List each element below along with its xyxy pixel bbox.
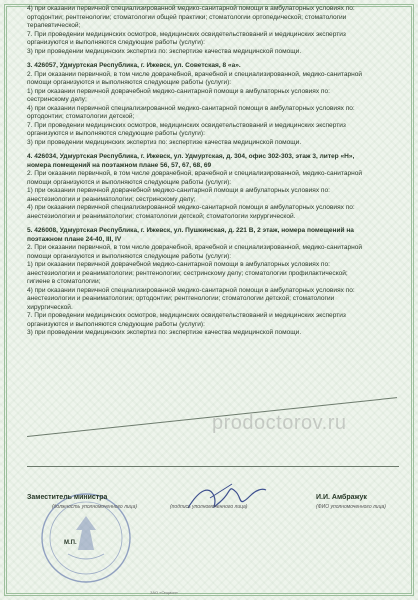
address-heading-cont: поэтажном плане 24-40, III, IV <box>27 235 122 243</box>
text-line: терапевтической; <box>27 22 81 29</box>
text-line: 4) при оказании первичной специализированной медико-санитарной помощи в амбулаторных условиях по: <box>27 286 355 294</box>
signatory-position: Заместитель министра <box>27 494 108 501</box>
text-line: помощи организуются и выполняются следующие работы (услуги): <box>27 178 232 186</box>
stamp-place-label: М.П. <box>64 540 77 546</box>
printer-footer: ЗАО «Опцион» <box>150 590 178 595</box>
text-line: организуются и выполняются следующие работы (услуги): <box>27 39 205 46</box>
text-line: 3) при проведении медицинских экспертиз по: экспертизе качества медицинской помощи. <box>27 47 302 55</box>
text-line: 7. При проведении медицинских осмотров, медицинских освидетельствований и медицинских экспертиз <box>27 312 346 319</box>
text-line: помощи организуются и выполняются следующие работы (услуги): <box>27 252 232 260</box>
signature-icon <box>180 478 270 518</box>
watermark: prodoctorov.ru <box>212 412 347 434</box>
address-heading: 3. 426057, Удмуртская Республика, г. Ижевск, ул. Советская, 8 «а». <box>27 62 241 69</box>
text-line: организуются и выполняются следующие работы (услуги): <box>27 130 205 137</box>
text-line: организуются и выполняются следующие работы (услуги): <box>27 320 205 328</box>
text-line: 2. При оказании первичной, в том числе доврачебной, врачебной и специализированной, медико-санитарной <box>27 170 363 177</box>
signatory-name: И.И. Амбражук <box>316 494 367 501</box>
blank-strike-line-2 <box>27 466 399 467</box>
text-line: анестезиологии и реаниматологии; сестринскому делу; <box>27 195 196 203</box>
text-line: 7. При проведении медицинских осмотров, медицинских освидетельствований и медицинских экспертиз <box>27 30 346 38</box>
text-line: 4) при оказании первичной специализированной медико-санитарной помощи в амбулаторных условиях по: <box>27 104 355 112</box>
section-address-4 <box>27 153 401 221</box>
text-line: 2. При оказании первичной, в том числе доврачебной, врачебной и специализированной, медико-санитарной <box>27 70 363 78</box>
text-line: 4) при оказании первичной специализированной медико-санитарной помощи в амбулаторных условиях по: <box>27 5 355 12</box>
license-text <box>27 5 401 344</box>
signature-caption: (подпись уполномоченного лица) <box>170 504 248 510</box>
text-line: 7. При проведении медицинских осмотров, медицинских освидетельствований и медицинских экспертиз <box>27 121 346 129</box>
address-heading: 5. 426008, Удмуртская Республика, г. Ижевск, ул. Пушкинская, д. 221 В, 2 этаж, номера помещений на <box>27 227 354 234</box>
position-caption: (должность уполномоченного лица) <box>52 504 138 510</box>
text-line: хирургической. <box>27 303 73 311</box>
text-line: сестринскому делу; <box>27 96 87 103</box>
section-1 <box>27 5 401 56</box>
section-address-5 <box>27 227 401 338</box>
text-line: анестезиологии и реаниматологии; ортодонтии; рентгенологии; стоматологии детской; стоматологии <box>27 295 335 302</box>
text-line: ортодонтии; стоматологии детской; <box>27 113 135 120</box>
text-line: 1) при оказании первичной доврачебной медико-санитарной помощи в амбулаторных условиях по: <box>27 87 330 95</box>
text-line: 3) при проведении медицинских экспертиз по: экспертизе качества медицинской помощи. <box>27 138 302 146</box>
text-line: помощи организуются и выполняются следующие работы (услуги): <box>27 79 232 86</box>
text-line: ортодонтии; рентгенологии; стоматологии общей практики; стоматологии ортопедической; стоматологии <box>27 13 347 21</box>
text-line: 1) при оказании первичной доврачебной медико-санитарной помощи в амбулаторных условиях по: <box>27 187 330 194</box>
text-line: анестезиологии и реаниматологии; рентгенологии; сестринскому делу; стоматологии профилактической; <box>27 269 348 277</box>
address-heading: 4. 426034, Удмуртская Республика, г. Ижевск, ул. Удмуртская, д. 304, офис 302-303, этаж 3, литер «Н», <box>27 153 355 160</box>
section-address-3 <box>27 62 401 147</box>
text-line: 1) при оказании первичной доврачебной медико-санитарной помощи в амбулаторных условиях по: <box>27 261 330 268</box>
name-caption: (ФИО уполномоченного лица) <box>316 504 386 510</box>
address-heading-cont: номера помещений на поэтажном плане 56, 57, 67, 68, 69 <box>27 161 212 169</box>
text-line: 4) при оказании первичной специализированной медико-санитарной помощи в амбулаторных условиях по: <box>27 204 355 211</box>
text-line: гигиене в стоматологии; <box>27 278 101 285</box>
text-line: 3) при проведении медицинских экспертиз по: экспертизе качества медицинской помощи. <box>27 329 302 336</box>
text-line: 2. При оказании первичной, в том числе доврачебной, врачебной и специализированной, медико-санитарной <box>27 244 363 251</box>
text-line: анестезиологии и реаниматологии; стоматологии детской; стоматологии хирургической. <box>27 212 296 220</box>
